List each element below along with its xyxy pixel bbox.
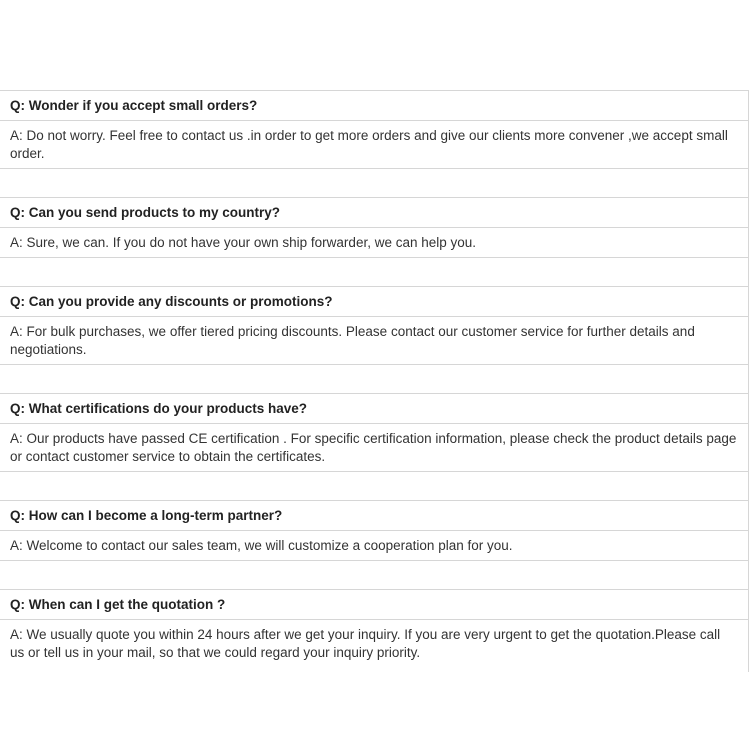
faq-spacer-row bbox=[0, 561, 748, 590]
faq-question: Q: Can you send products to my country? bbox=[0, 198, 748, 228]
faq-question: Q: Wonder if you accept small orders? bbox=[0, 90, 748, 121]
faq-item bbox=[0, 501, 748, 590]
faq-answer: A: Sure, we can. If you do not have your own ship forwarder, we can help you. bbox=[0, 228, 748, 258]
faq-spacer-row bbox=[0, 472, 748, 501]
faq-spacer-row bbox=[0, 365, 748, 394]
faq-item bbox=[0, 590, 748, 672]
faq-answer: A: Do not worry. Feel free to contact us .in order to get more orders and give our clients more convener ,we accept small order. bbox=[0, 121, 748, 169]
faq-question: Q: When can I get the quotation ? bbox=[0, 590, 748, 620]
faq-item bbox=[0, 198, 748, 287]
faq-item bbox=[0, 90, 748, 198]
faq-spacer-row bbox=[0, 169, 748, 198]
faq-question: Q: What certifications do your products have? bbox=[0, 394, 748, 424]
faq-answer: A: Welcome to contact our sales team, we will customize a cooperation plan for you. bbox=[0, 531, 748, 561]
faq-item bbox=[0, 287, 748, 394]
faq-spacer-row bbox=[0, 258, 748, 287]
faq-table bbox=[0, 90, 749, 672]
faq-answer: A: We usually quote you within 24 hours after we get your inquiry. If you are very urgent to get the quotation.Please call us or tell us in your mail, so that we could regard your inquiry priority. bbox=[10, 627, 721, 660]
faq-answer: A: Our products have passed CE certification . For specific certification information, please check the product details page or contact customer service to obtain the certificates. bbox=[0, 424, 748, 472]
faq-item bbox=[0, 394, 748, 501]
faq-answer: A: For bulk purchases, we offer tiered pricing discounts. Please contact our customer service for further details and negotiations. bbox=[0, 317, 748, 365]
faq-question: Q: How can I become a long-term partner? bbox=[0, 501, 748, 531]
faq-question: Q: Can you provide any discounts or promotions? bbox=[0, 287, 748, 317]
